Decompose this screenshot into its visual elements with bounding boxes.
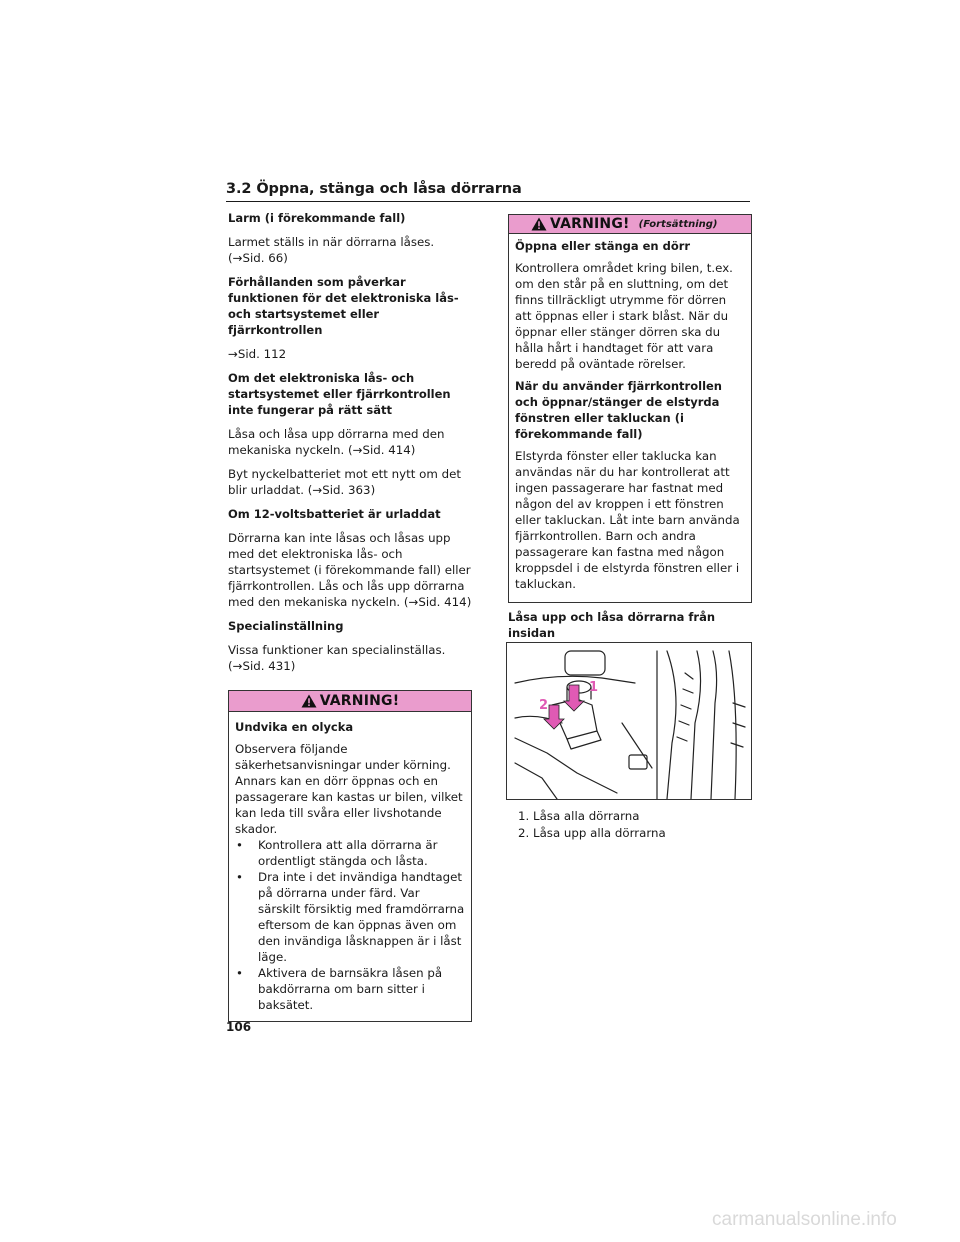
section-title: 3.2 Öppna, stänga och låsa dörrarna bbox=[226, 181, 522, 197]
warning-box bbox=[228, 690, 472, 1022]
warning-bullet-list bbox=[235, 837, 465, 1013]
warning-triangle-icon bbox=[301, 694, 317, 708]
warning-box-continued bbox=[508, 214, 752, 603]
fungerar-text-2: Byt nyckelbatteriet mot ett nytt om det blir urladdat. (→Sid. 363) bbox=[228, 467, 461, 497]
right-column bbox=[508, 214, 752, 693]
list-item: • Aktivera de barnsäkra låsen på bakdörrarna om barn sitter i baksätet. bbox=[235, 965, 465, 1013]
warning-intro: Observera följande säkerhetsanvisningar under körning. Annars kan en dörr öppnas och en passagerare kan kastas ur bilen, vilket kan leda till svåra eller livshotande skador. bbox=[235, 742, 463, 836]
open-close-heading: Öppna eller stänga en dörr bbox=[515, 239, 691, 253]
section-header bbox=[226, 181, 750, 202]
remote-window-text: Elstyrda fönster eller taklucka kan användas när du har kontrollerat att ingen passagerare har fastnat med någon del av kroppen i ett fönstren eller takluckan. Låt inte barn använda fjärrkontrollen. Barn och andra passagerare kan fastna med någon kroppsdel i de elstyrda fönstren eller i takluckan. bbox=[515, 449, 740, 591]
warning-body bbox=[229, 712, 471, 1021]
left-column bbox=[228, 210, 472, 1022]
warning-continued-label: (Fortsättning) bbox=[638, 218, 718, 230]
special-text: Vissa funktioner kan specialinställas. (→Sid. 431) bbox=[228, 643, 446, 673]
page-number: 106 bbox=[226, 1020, 252, 1034]
larm-heading: Larm (i förekommande fall) bbox=[228, 211, 406, 225]
remote-window-heading: När du använder fjärrkontrollen och öppnar/stänger de elstyrda fönstren eller takluckan (i förekommande fall) bbox=[515, 379, 722, 441]
list-item: 2. Låsa upp alla dörrarna bbox=[518, 826, 666, 840]
batteri-text: Dörrarna kan inte låsas och låsas upp med det elektroniska lås- och startsystemet (i förekommande fall) eller fjärrkontrollen. Lås och lås upp dörrarna med den mekaniska nyckeln. (→Sid. 414) bbox=[228, 531, 472, 609]
list-item: • Dra inte i det invändiga handtaget på dörrarna under färd. Var särskilt försiktig med framdörrarna eftersom de kan öppnas även om den invändiga låsknappen är i låst läge. bbox=[235, 869, 465, 965]
fungerar-heading: Om det elektroniska lås- och startsystemet eller fjärrkontrollen inte fungerar på rätt sätt bbox=[228, 371, 451, 417]
inside-lock-heading: Låsa upp och låsa dörrarna från insidan bbox=[508, 610, 716, 640]
special-heading: Specialinställning bbox=[228, 619, 344, 633]
warning-title: VARNING! bbox=[319, 693, 400, 709]
watermark: carmanualsonline.info bbox=[712, 1209, 897, 1230]
open-close-text: Kontrollera området kring bilen, t.ex. om den står på en sluttning, om det finns tillräckligt utrymme för dörren att öppnas eller i stark blåst. När du öppnar eller stänger dörren ska du hålla hårt i handtaget för att vara beredd på oväntade rörelser. bbox=[515, 261, 733, 371]
warning-triangle-icon bbox=[531, 217, 547, 231]
door-panel-drawing bbox=[507, 643, 751, 799]
batteri-heading: Om 12-voltsbatteriet är urladdat bbox=[228, 507, 441, 521]
fungerar-text-1: Låsa och låsa upp dörrarna med den mekaniska nyckeln. (→Sid. 414) bbox=[228, 427, 445, 457]
figure-label-1: 1 bbox=[589, 680, 599, 695]
steps-list bbox=[518, 808, 666, 842]
warning-body-continued bbox=[509, 234, 751, 602]
list-item: 1. Låsa alla dörrarna bbox=[518, 809, 640, 823]
warning-title-continued: VARNING! bbox=[550, 216, 630, 232]
warning-heading: Undvika en olycka bbox=[235, 720, 354, 734]
warning-bar-continued bbox=[509, 215, 751, 234]
forhallanden-heading: Förhållanden som påverkar funktionen för det elektroniska lås- och startsystemet eller fjärrkontrollen bbox=[228, 275, 459, 337]
warning-bar bbox=[229, 691, 471, 712]
list-item: • Kontrollera att alla dörrarna är ordentligt stängda och låsta. bbox=[235, 837, 465, 869]
door-lock-switch-illustration bbox=[506, 642, 752, 800]
larm-text: Larmet ställs in när dörrarna låses. (→Sid. 66) bbox=[228, 235, 435, 265]
forhallanden-ref: →Sid. 112 bbox=[228, 347, 287, 361]
figure-label-2: 2 bbox=[539, 698, 549, 713]
